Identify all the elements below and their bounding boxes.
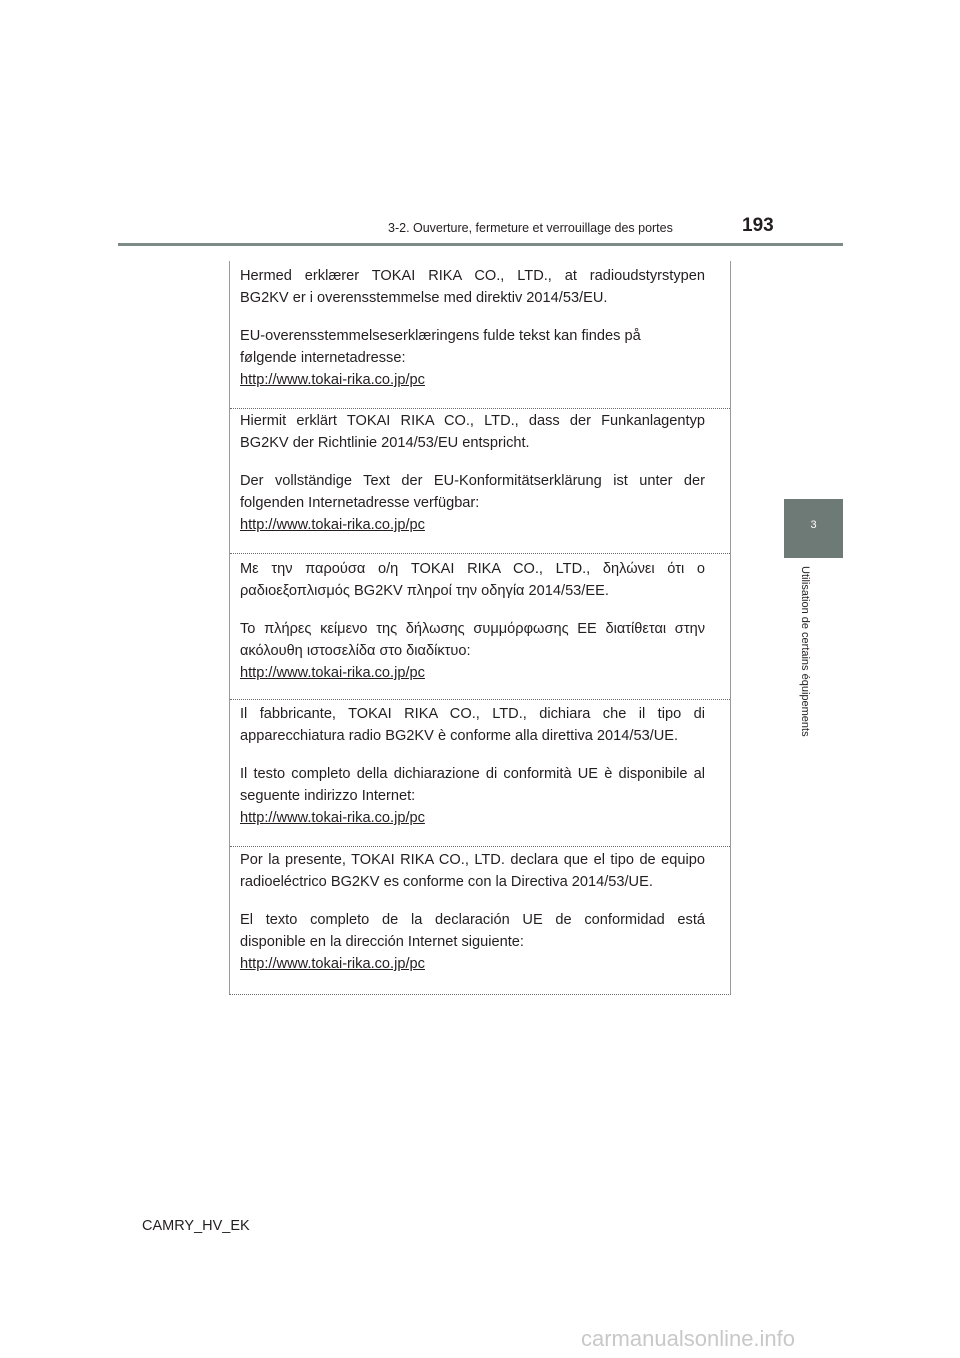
text-line: Με την παρούσα ο/η TOKAI RIKA CO., LTD., δηλώνει ότι ο (240, 561, 705, 577)
text-line: Der vollständige Text der EU-Konformitätserklärung ist unter der (240, 473, 705, 489)
declaration-block-spanish (230, 849, 730, 975)
text-line: EU-overensstemmelseserklæringens fulde tekst kan findes på (240, 328, 641, 344)
text-line: Il testo completo della dichiarazione di conformità UE è disponibile al (240, 766, 705, 782)
text-line: ακόλουθη ιστοσελίδα στο διαδίκτυο: (240, 643, 471, 659)
text-line: Il fabbricante, TOKAI RIKA CO., LTD., dichiara che il tipo di (240, 706, 705, 722)
header-rule (118, 243, 843, 246)
block-divider (230, 699, 730, 700)
block-divider (230, 846, 730, 847)
availability-statement (240, 618, 705, 662)
text-line: disponible en la dirección Internet siguiente: (240, 934, 524, 950)
declaration-block-german (230, 410, 730, 536)
availability-statement (240, 325, 705, 369)
text-line: Hermed erklærer TOKAI RIKA CO., LTD., at radioudstyrstypen (240, 268, 705, 284)
declaration-link[interactable]: http://www.tokai-rika.co.jp/pc (240, 517, 425, 533)
declaration-link[interactable]: http://www.tokai-rika.co.jp/pc (240, 956, 425, 972)
text-line: El texto completo de la declaración UE de conformidad está (240, 912, 705, 928)
text-line: folgenden Internetadresse verfügbar: (240, 495, 480, 511)
text-line: apparecchiatura radio BG2KV è conforme alla direttiva 2014/53/UE. (240, 728, 679, 744)
text-line: radioeléctrico BG2KV es conforme con la Directiva 2014/53/UE. (240, 874, 653, 890)
chapter-label: Utilisation de certains équipements (799, 566, 811, 737)
text-line: Por la presente, TOKAI RIKA CO., LTD. declara que el tipo de equipo (240, 852, 705, 868)
availability-statement (240, 470, 705, 514)
declaration-statement (240, 410, 705, 454)
text-line: BG2KV der Richtlinie 2014/53/EU entspricht. (240, 435, 530, 451)
text-line: Το πλήρες κείμενο της δήλωσης συμμόρφωσης ΕΕ διατίθεται στην (240, 621, 705, 637)
declaration-statement (240, 849, 705, 893)
declaration-link[interactable]: http://www.tokai-rika.co.jp/pc (240, 372, 425, 388)
declaration-block-italian (230, 703, 730, 829)
declaration-link[interactable]: http://www.tokai-rika.co.jp/pc (240, 665, 425, 681)
declaration-statement (240, 703, 705, 747)
declaration-link[interactable]: http://www.tokai-rika.co.jp/pc (240, 810, 425, 826)
declaration-statement (240, 558, 705, 602)
text-line: ραδιοεξοπλισμός BG2KV πληροί την οδηγία 2014/53/ΕΕ. (240, 583, 609, 599)
declaration-statement (240, 265, 705, 309)
text-line: seguente indirizzo Internet: (240, 788, 416, 804)
text-line: følgende internetadresse: (240, 350, 406, 366)
text-line: Hiermit erklärt TOKAI RIKA CO., LTD., dass der Funkanlagentyp (240, 413, 705, 429)
chapter-number: 3 (810, 519, 817, 531)
block-divider (230, 553, 730, 554)
declaration-box (229, 261, 731, 995)
text-line: BG2KV er i overensstemmelse med direktiv 2014/53/EU. (240, 290, 608, 306)
page-number: 193 (742, 215, 774, 236)
watermark: carmanualsonline.info (581, 1326, 796, 1351)
declaration-block-danish (230, 265, 730, 391)
availability-statement (240, 763, 705, 807)
block-divider (230, 408, 730, 409)
declaration-block-greek (230, 558, 730, 684)
chapter-tab (784, 499, 843, 558)
availability-statement (240, 909, 705, 953)
section-title: 3-2. Ouverture, fermeture et verrouillage des portes (388, 221, 673, 235)
model-code: CAMRY_HV_EK (142, 1218, 250, 1234)
